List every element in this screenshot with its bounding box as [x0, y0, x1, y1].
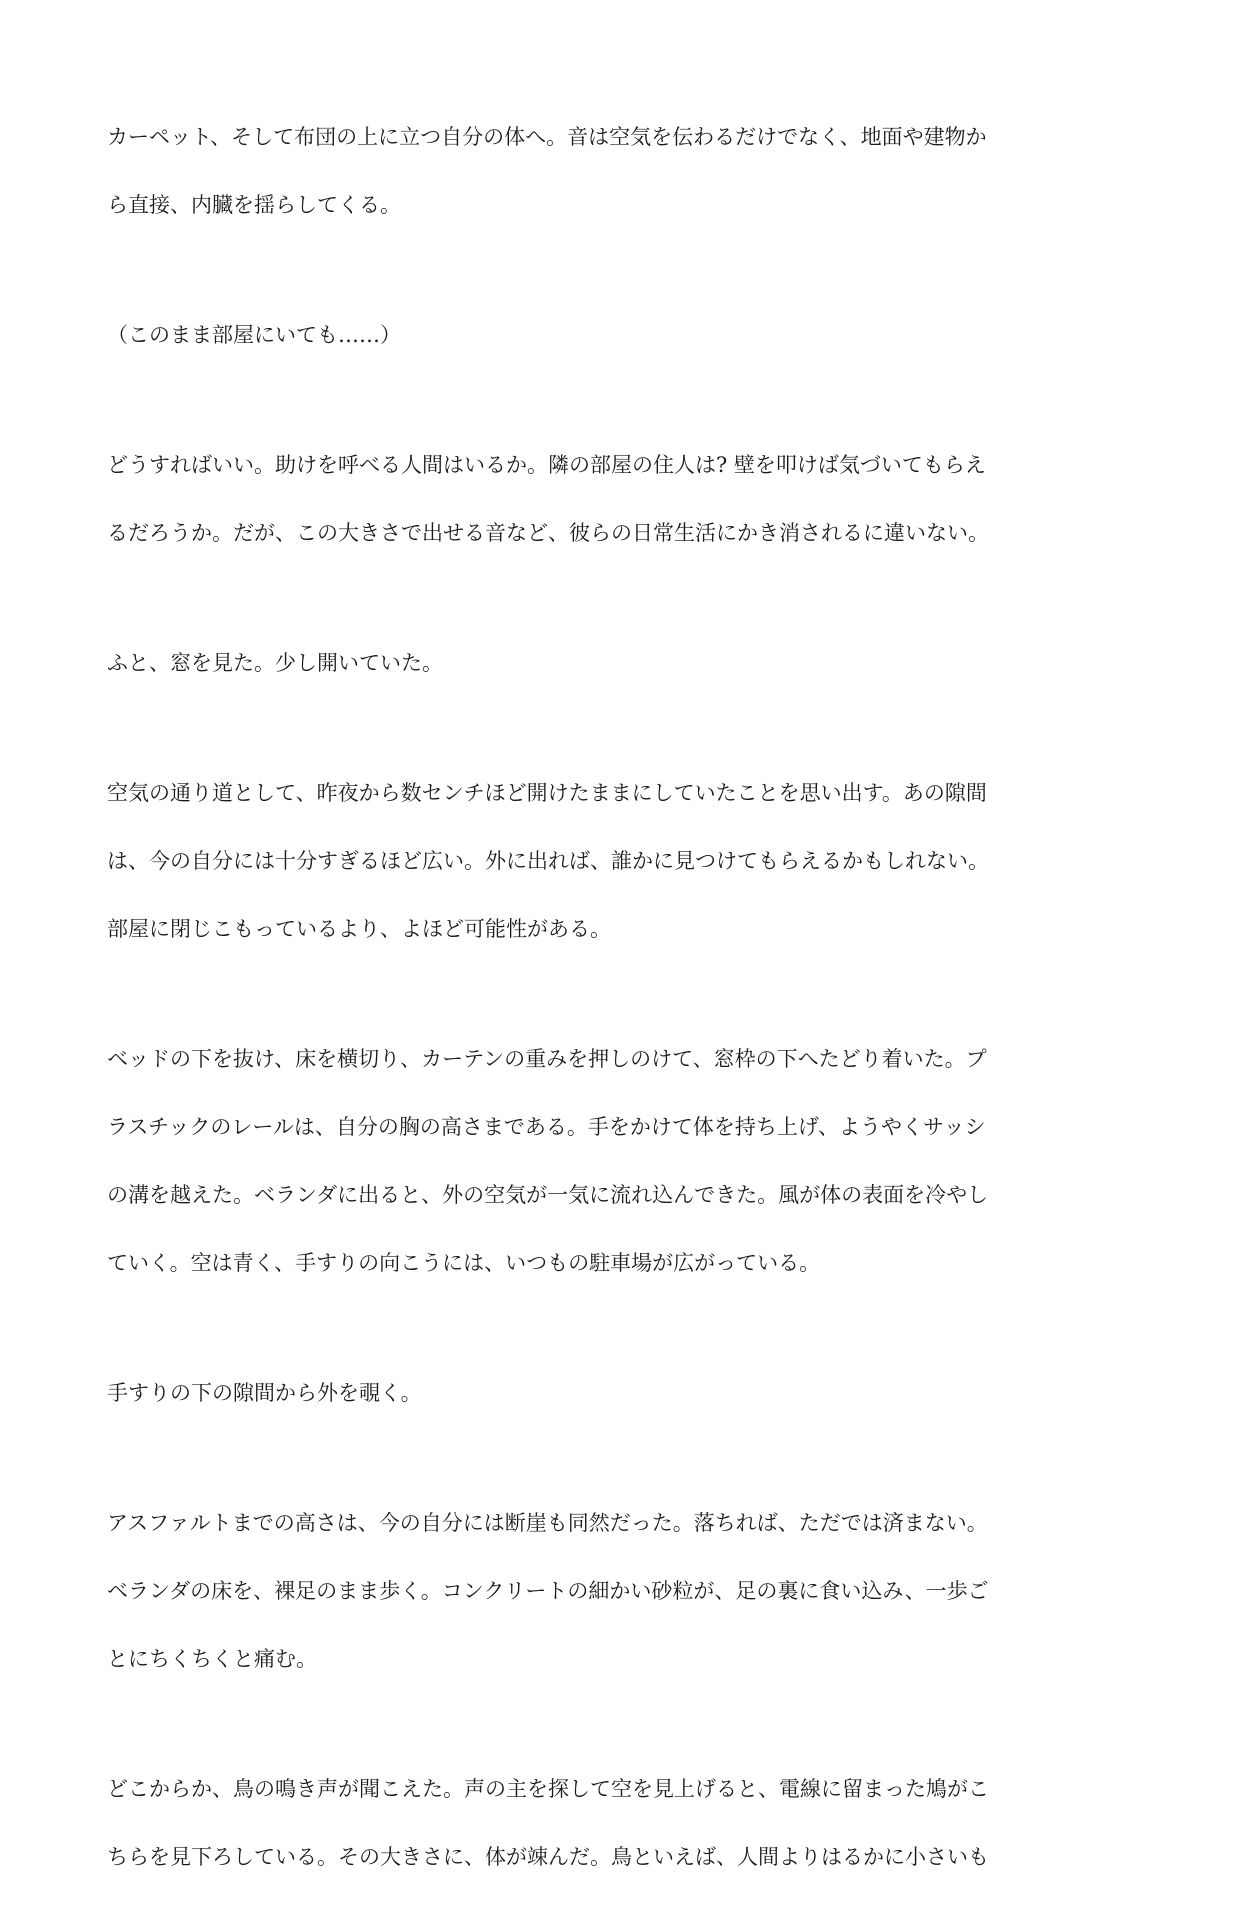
text-line: アスファルトまでの高さは、今の自分には断崖も同然だった。落ちれば、ただでは済まない。: [107, 1511, 988, 1535]
text-line: は、今の自分には十分すぎるほど広い。外に出れば、誰かに見つけてもらえるかもしれない。: [107, 849, 989, 873]
paragraph: [107, 1381, 1139, 1449]
text-line: ら直接、内臓を揺らしてくる。: [107, 193, 401, 217]
text-line: るだろうか。だが、この大きさで出せる音など、彼らの日常生活にかき消されるに違いない。: [107, 521, 989, 545]
paragraph: [107, 1047, 1139, 1319]
text-line: の溝を越えた。ベランダに出ると、外の空気が一気に流れ込んできた。風が体の表面を冷やし: [107, 1183, 989, 1207]
text-line: ふと、窓を見た。少し開いていた。: [107, 651, 443, 675]
text-line: 部屋に閉じこもっているより、よほど可能性がある。: [107, 917, 611, 941]
text-line: ベッドの下を抜け、床を横切り、カーテンの重みを押しのけて、窓枠の下へたどり着いた。プ: [107, 1047, 987, 1071]
text-line: ていく。空は青く、手すりの向こうには、いつもの駐車場が広がっている。: [107, 1251, 821, 1275]
paragraph: [107, 125, 1139, 261]
paragraph: [107, 1777, 1139, 1913]
paragraph: [107, 453, 1139, 589]
paragraph: [107, 1511, 1139, 1715]
text-line: ベランダの床を、裸足のまま歩く。コンクリートの細かい砂粒が、足の裏に食い込み、一歩ご: [107, 1579, 989, 1603]
text-line: カーペット、そして布団の上に立つ自分の体へ。音は空気を伝わるだけでなく、地面や建物か: [107, 125, 987, 149]
paragraph: [107, 323, 1139, 391]
text-line: どこからか、鳥の鳴き声が聞こえた。声の主を探して空を見上げると、電線に留まった鳩がこ: [107, 1777, 989, 1801]
text-line: どうすればいい。助けを呼べる人間はいるか。隣の部屋の住人は? 壁を叩けば気づいてもらえ: [107, 453, 986, 477]
text-line: とにちくちくと痛む。: [107, 1647, 317, 1671]
text-line: （このまま部屋にいても……）: [107, 323, 401, 347]
paragraph: [107, 781, 1139, 985]
text-line: ラスチックのレールは、自分の胸の高さまである。手をかけて体を持ち上げ、ようやくサッシ: [107, 1115, 986, 1139]
text-line: 空気の通り道として、昨夜から数センチほど開けたままにしていたことを思い出す。あの隙間: [107, 781, 987, 805]
text-line: 手すりの下の隙間から外を覗く。: [107, 1381, 422, 1405]
paragraph: [107, 651, 1139, 719]
text-line: ちらを見下ろしている。その大きさに、体が竦んだ。鳥といえば、人間よりはるかに小さいも: [107, 1845, 989, 1869]
document-text-body: [107, 125, 1139, 1913]
